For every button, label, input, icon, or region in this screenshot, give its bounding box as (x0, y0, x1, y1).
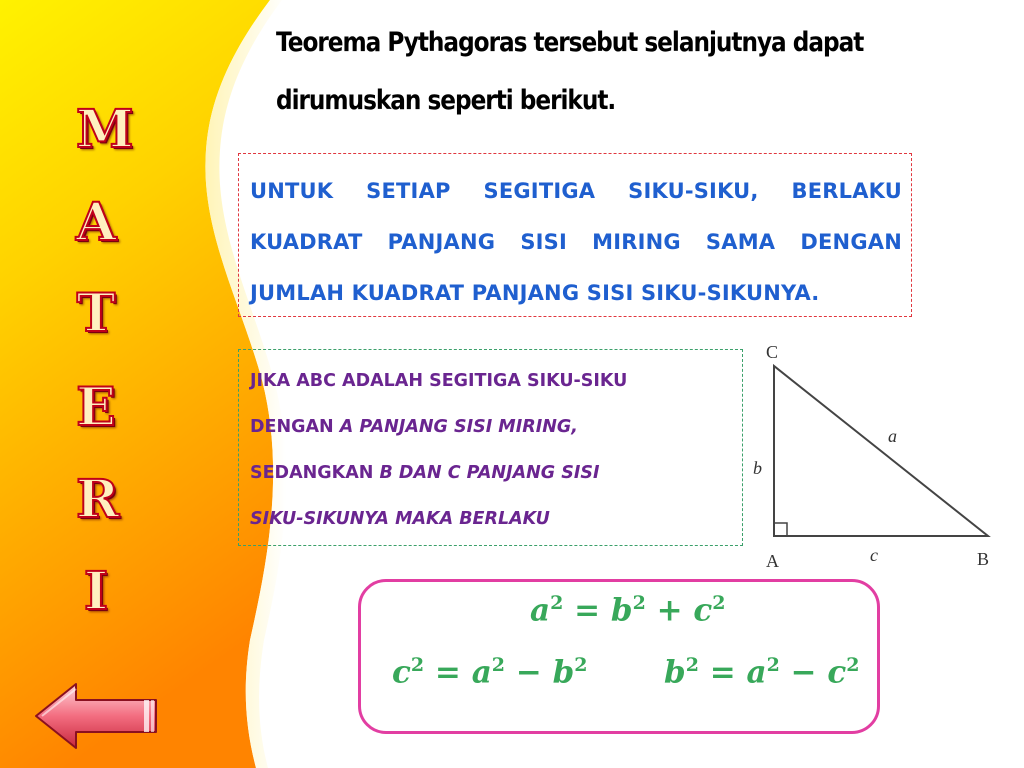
formula-exp: 2 (574, 654, 588, 676)
sidebar-letter: M (76, 99, 134, 160)
sidebar-letter: E (76, 377, 116, 438)
example-text-plain: SEDANGKAN (250, 463, 380, 483)
example-line (250, 450, 740, 496)
example-text-italic: SIKU-SIKUNYA MAKA BERLAKU (250, 509, 550, 529)
formula-exp: 2 (712, 592, 726, 614)
sidebar-letter: I (83, 561, 109, 622)
vertex-label-b: B (977, 549, 990, 569)
side-label-b: b (753, 458, 762, 478)
example-text-italic: A PANJANG SISI MIRING, (339, 417, 578, 437)
formula-var: c (693, 592, 713, 629)
triangle-shape (774, 366, 988, 536)
formula-var: b (664, 654, 686, 691)
example-line (250, 496, 740, 542)
formula-exp: 2 (766, 654, 780, 676)
formula-op: + (656, 592, 683, 629)
back-button[interactable] (32, 680, 166, 752)
formula-exp: 2 (410, 654, 425, 676)
sidebar-letter: R (76, 469, 120, 530)
formula-var: c (392, 654, 411, 691)
formula-op: − (515, 654, 542, 691)
intro-line: dirumuskan seperti berikut. (276, 85, 616, 116)
formula-op: = (709, 654, 736, 691)
sidebar-letter: T (76, 283, 116, 344)
right-triangle-diagram (750, 336, 1012, 576)
formula-main (530, 592, 726, 628)
side-label-c: c (870, 545, 878, 565)
formula-var: a (471, 654, 492, 691)
vertex-label-c: C (766, 342, 779, 362)
left-arrow-icon (32, 680, 166, 752)
formula-var: b (552, 654, 575, 691)
example-statement (250, 358, 740, 542)
formula-var: a (746, 654, 767, 691)
formula-left (392, 654, 588, 690)
theorem-statement: UNTUK SETIAP SEGITIGA SIKU-SIKU, BERLAKU KUADRAT PANJANG SISI MIRING SAMA DENGAN JUMLAH KUADRAT PANJANG SISI SIKU-SIKUNYA. (250, 179, 902, 305)
formula-exp: 2 (632, 592, 646, 614)
sidebar-letter: A (76, 192, 117, 253)
vertex-label-a: A (766, 551, 779, 571)
example-line: JIKA ABC ADALAH SEGITIGA SIKU-SIKU (250, 371, 628, 391)
formula-op: = (434, 654, 461, 691)
formula-op: − (790, 654, 817, 691)
right-angle-marker (774, 523, 787, 536)
formula-var: b (610, 592, 633, 629)
formula-exp: 2 (846, 654, 860, 676)
intro-line: Teorema Pythagoras tersebut selanjutnya dapat (276, 27, 864, 58)
example-text-italic: B DAN C PANJANG SISI (379, 463, 600, 483)
formula-right (664, 654, 860, 690)
side-label-a: a (888, 426, 897, 446)
formula-exp: 2 (550, 592, 564, 614)
intro-text (276, 14, 864, 130)
formula-var: c (827, 654, 847, 691)
formula-exp: 2 (491, 654, 506, 676)
formula-op: = (574, 592, 601, 629)
example-line (250, 404, 740, 450)
example-text-plain: DENGAN (250, 417, 340, 437)
formula-exp: 2 (685, 654, 699, 676)
formula-var: a (530, 592, 551, 629)
